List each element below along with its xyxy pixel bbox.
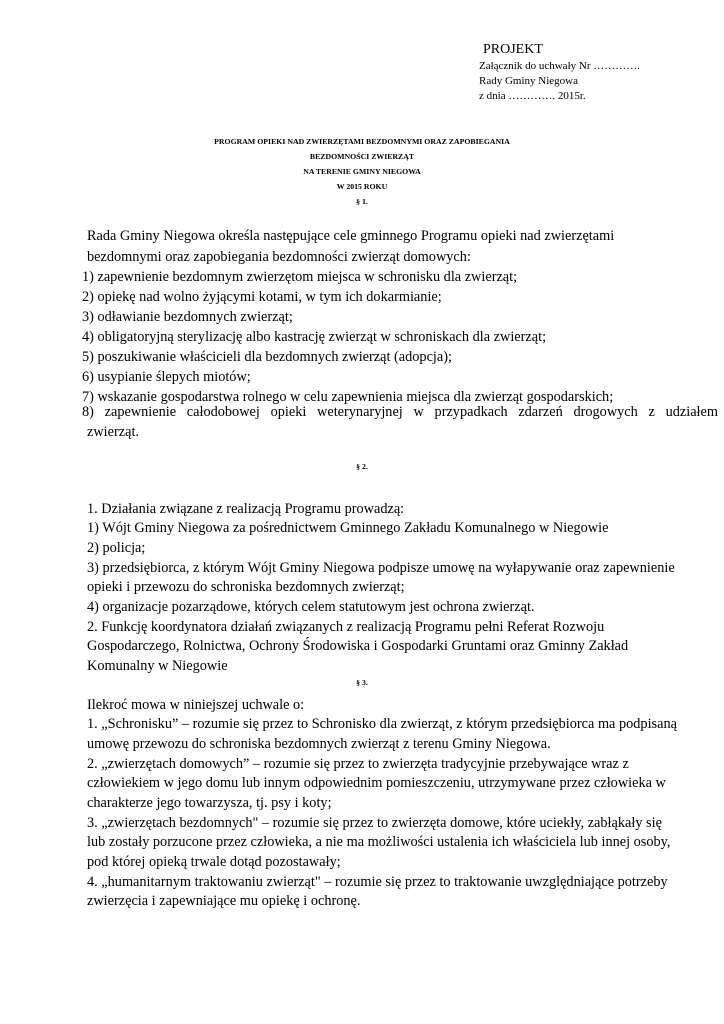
section-3-line: charakterze jego towarzysza, tj. psy i koty;	[87, 795, 332, 811]
section-1-item-cont: zwierząt.	[87, 424, 139, 440]
section-3-line: pod której opieką trwale dotąd pozostawały;	[87, 854, 341, 870]
section-2-heading: § 2.	[356, 462, 368, 471]
section-3-line: człowiekiem w jego domu lub innym odpowiednim pomieszczeniu, utrzymywane przez człowieka w	[87, 775, 666, 791]
section-3-line: lub zostały porzucone przez człowieka, a nie ma możliwości ustalenia ich właściciela lub innej osoby,	[87, 834, 671, 850]
projekt-label: PROJEKT	[483, 42, 543, 57]
section-2-line: 4) organizacje pozarządowe, których celem statutowym jest ochrona zwierząt.	[87, 599, 535, 615]
section-1-item: 8) zapewnienie całodobowej opieki weterynaryjnej w przypadkach zdarzeń drogowych z udziałem	[82, 404, 718, 420]
section-3-heading: § 3.	[356, 678, 368, 687]
section-2-line: 2) policja;	[87, 540, 146, 556]
section-2-line: 3) przedsiębiorca, z którym Wójt Gminy Niegowa podpisze umowę na wyłapywanie oraz zapewnienie	[87, 560, 675, 576]
section-1-item: 7) wskazanie gospodarstwa rolnego w celu zapewnienia miejsca dla zwierząt gospodarskich;	[82, 389, 614, 405]
section-1-heading: § 1.	[356, 197, 368, 206]
section-1-item: 3) odławianie bezdomnych zwierząt;	[82, 309, 293, 325]
section-2-line: 1. Działania związane z realizacją Programu prowadzą:	[87, 501, 405, 517]
section-3-line: Ilekroć mowa w niniejszej uchwale o:	[87, 697, 305, 713]
section-1-item: 4) obligatoryjną sterylizację albo kastrację zwierząt w schroniskach dla zwierząt;	[82, 329, 547, 345]
council-line: Rady Gminy Niegowa	[479, 75, 578, 87]
section-1-intro-line-1: Rada Gminy Niegowa określa następujące cele gminnego Programu opieki nad zwierzętami	[87, 228, 615, 244]
section-1-intro-line-2: bezdomnymi oraz zapobiegania bezdomności zwierząt domowych:	[87, 249, 471, 265]
section-2-line: Komunalny w Niegowie	[87, 658, 228, 674]
title-line-3: NA TERENIE GMINY NIEGOWA	[303, 167, 421, 176]
section-3-line: 2. „zwierzętach domowych” – rozumie się przez to zwierzęta tradycyjnie przebywające wraz z	[87, 756, 629, 772]
title-line-4: W 2015 ROKU	[336, 182, 388, 191]
section-1-item: 5) poszukiwanie właścicieli dla bezdomnych zwierząt (adopcja);	[82, 349, 452, 365]
attachment-line: Załącznik do uchwały Nr ………….	[479, 60, 640, 72]
section-1-item: 6) usypianie ślepych miotów;	[82, 369, 251, 385]
section-3-line: 3. „zwierzętach bezdomnych" – rozumie się przez to zwierzęta domowe, które uciekły, zabłąkały się	[87, 815, 662, 831]
section-2-line: opieki i przewozu do schroniska bezdomnych zwierząt;	[87, 579, 405, 595]
section-3-line: umowę przewozu do schroniska bezdomnych zwierząt z terenu Gminy Niegowa.	[87, 736, 551, 752]
section-2-line: 2. Funkcję koordynatora działań związanych z realizacją Programu pełni Referat Rozwoju	[87, 619, 605, 635]
section-1-item: 1) zapewnienie bezdomnym zwierzętom miejsca w schronisku dla zwierząt;	[82, 269, 518, 285]
section-2-line: Gospodarczego, Rolnictwa, Ochrony Środowiska i Gospodarki Gruntami oraz Gminny Zakład	[87, 638, 629, 654]
date-line: z dnia …………. 2015r.	[479, 90, 586, 102]
section-1-item: 2) opiekę nad wolno żyjącymi kotami, w tym ich dokarmianie;	[82, 289, 442, 305]
section-3-line: zwierzęcia i zapewniające mu opiekę i ochronę.	[87, 893, 361, 909]
title-line-2: BEZDOMNOŚCI ZWIERZĄT	[309, 152, 415, 161]
title-line-1: PROGRAM OPIEKI NAD ZWIERZĘTAMI BEZDOMNYMI ORAZ ZAPOBIEGANIA	[214, 137, 510, 146]
section-2-line: 1) Wójt Gminy Niegowa za pośrednictwem Gminnego Zakładu Komunalnego w Niegowie	[87, 520, 609, 536]
section-3-line: 1. „Schronisku” – rozumie się przez to Schronisko dla zwierząt, z którym przedsiębiorca ma podpisaną	[87, 716, 677, 732]
section-3-line: 4. „humanitarnym traktowaniu zwierząt" – rozumie się przez to traktowanie uwzględniające potrzeby	[87, 874, 668, 890]
